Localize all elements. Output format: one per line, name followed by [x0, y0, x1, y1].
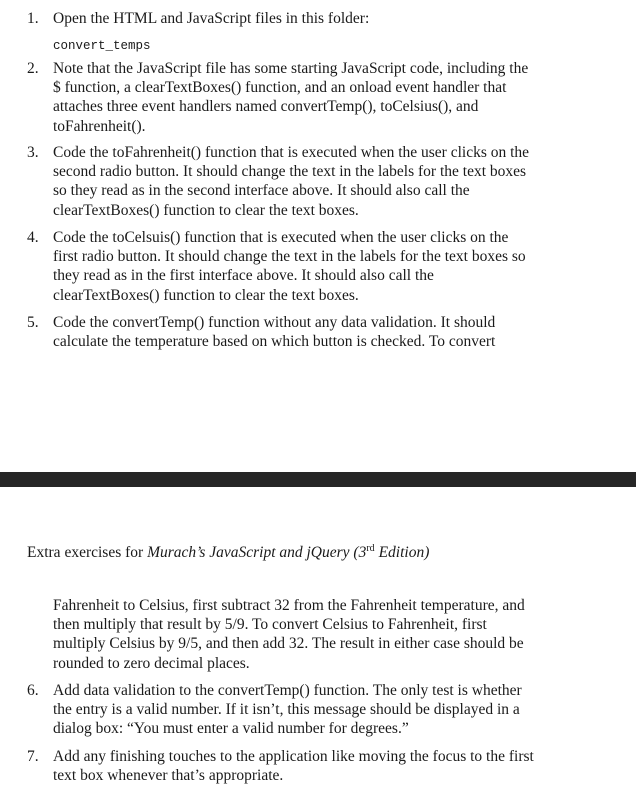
text-line: second radio button. It should change the text in the labels for the text boxes [53, 163, 527, 181]
item-number: 4. [27, 229, 39, 246]
text-line: Code the toFahrenheit() function that is executed when the user clicks on the [53, 144, 530, 161]
item-text [53, 747, 573, 785]
item-text [53, 59, 573, 136]
text-line: Add data validation to the convertTemp() function. The only test is whether [53, 682, 522, 699]
text-line: so they read as in the second interface above. It should also call the [53, 182, 470, 200]
text-line: Code the convertTemp() function without any data validation. It should [53, 314, 496, 331]
text-line: Note that the JavaScript file has some starting JavaScript code, including the [53, 60, 529, 77]
item-number: 3. [27, 144, 39, 161]
text-line: toFahrenheit(). [53, 117, 146, 135]
item-number: 7. [27, 748, 39, 765]
item-text [53, 143, 573, 220]
text-line: attaches three event handlers named convertTemp(), toCelsius(), and [53, 98, 479, 116]
text-line: then multiply that result by 5/9. To convert Celsius to Fahrenheit, first [53, 616, 487, 634]
text-line: clearTextBoxes() function to clear the text boxes. [53, 201, 359, 219]
text-line: multiply Celsius by 9/5, and then add 32. The result in either case should be [53, 635, 524, 653]
item-text [53, 313, 573, 351]
text-line: $ function, a clearTextBoxes() function, and an onload event handler that [53, 79, 507, 97]
text-line: they read as in the first interface above. It should also call the [53, 267, 434, 285]
item-number: 1. [27, 10, 39, 27]
item-text [53, 228, 573, 305]
text-line: Fahrenheit to Celsius, first subtract 32 from the Fahrenheit temperature, and [53, 597, 525, 614]
text-line: Open the HTML and JavaScript files in this folder: [53, 10, 370, 27]
header-prefix: Extra exercises for [27, 544, 148, 562]
text-line: text box whenever that’s appropriate. [53, 767, 284, 785]
header-suffix: Edition) [374, 544, 430, 562]
text-line: Add any finishing touches to the application like moving the focus to the first [53, 748, 534, 765]
item-number: 5. [27, 314, 39, 331]
folder-name-code: convert_temps [53, 39, 151, 53]
text-line: the entry is a valid number. If it isn’t, this message should be displayed in a [53, 701, 520, 719]
item-number: 6. [27, 682, 39, 699]
page-break-separator [0, 472, 636, 487]
text-line: Code the toCelsuis() function that is executed when the user clicks on the [53, 229, 509, 246]
page-header [27, 543, 429, 562]
item-number: 2. [27, 60, 39, 77]
edition-superscript: rd [366, 543, 375, 554]
document-page-bottom [0, 487, 636, 810]
text-line: clearTextBoxes() function to clear the text boxes. [53, 286, 359, 304]
text-line: first radio button. It should change the text in the labels for the text boxes so [53, 248, 526, 266]
book-title: Murach’s JavaScript and jQuery (3 [147, 544, 367, 562]
item-text [53, 9, 573, 28]
item-text [53, 596, 573, 673]
text-line: rounded to zero decimal places. [53, 654, 250, 672]
item-text [53, 681, 573, 739]
text-line: calculate the temperature based on which button is checked. To convert [53, 333, 496, 351]
text-line: dialog box: “You must enter a valid number for degrees.” [53, 720, 409, 738]
